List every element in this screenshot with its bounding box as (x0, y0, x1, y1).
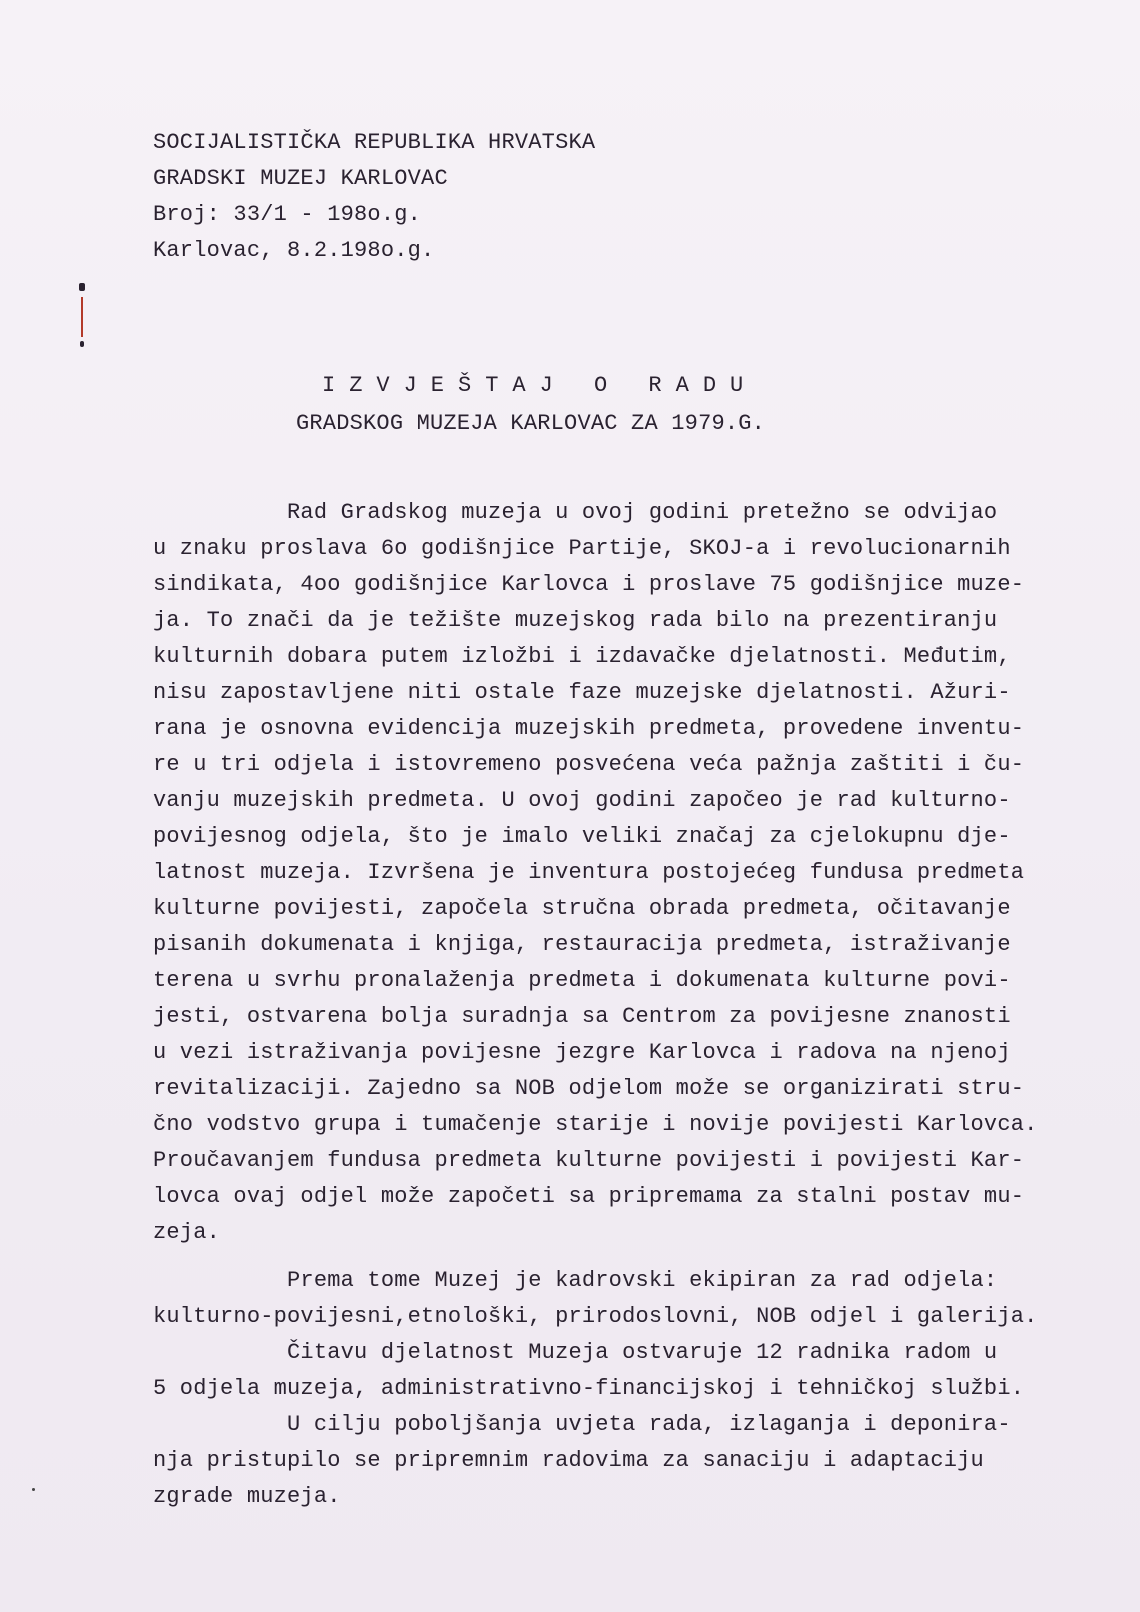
body-line: re u tri odjela i istovremeno posvećena veća pažnja zaštiti i ču- (153, 752, 1025, 777)
body-line: zgrade muzeja. (153, 1484, 341, 1509)
body-line: terena u svrhu pronalaženja predmeta i dokumenata kulturne povi- (153, 968, 1011, 993)
body-line: 5 odjela muzeja, administrativno-financijskoj i tehničkoj službi. (153, 1376, 1025, 1401)
body-line: kulturne povijesti, započela stručna obrada predmeta, očitavanje (153, 896, 1011, 921)
body-line: Proučavanjem fundusa predmeta kulturne povijesti i povijesti Kar- (153, 1148, 1025, 1173)
body-line: revitalizaciji. Zajedno sa NOB odjelom može se organizirati stru- (153, 1076, 1025, 1101)
ink-speck (32, 1488, 35, 1491)
margin-punch-mark (79, 283, 85, 353)
body-line: Čitavu djelatnost Muzeja ostvaruje 12 radnika radom u (153, 1340, 998, 1365)
body-line: ja. To znači da je težište muzejskog rada bilo na prezentiranju (153, 608, 998, 633)
body-line: lovca ovaj odjel može započeti sa pripremama za stalni postav mu- (153, 1184, 1025, 1209)
body-line: latnost muzeja. Izvršena je inventura postojećeg fundusa predmeta (153, 860, 1025, 885)
body-line: nisu zapostavljene niti ostale faze muzejske djelatnosti. Ažuri- (153, 680, 1011, 705)
body-line: sindikata, 4oo godišnjice Karlovca i proslave 75 godišnjice muze- (153, 572, 1025, 597)
body-line: u znaku proslava 6o godišnjice Partije, SKOJ-a i revolucionarnih (153, 536, 1011, 561)
body-line: pisanih dokumenata i knjiga, restauracija predmeta, istraživanje (153, 932, 1011, 957)
report-title: IZVJEŠTAJ O RADU (322, 373, 758, 398)
report-subtitle: GRADSKOG MUZEJA KARLOVAC ZA 1979.G. (296, 411, 766, 436)
place-date: Karlovac, 8.2.198o.g. (153, 238, 435, 263)
body-line: povijesnog odjela, što je imalo veliki značaj za cjelokupnu dje- (153, 824, 1011, 849)
body-line: u vezi istraživanja povijesne jezgre Karlovca i radova na njenoj (153, 1040, 1011, 1065)
body-line: čno vodstvo grupa i tumačenje starije i novije povijesti Karlovca. (153, 1112, 1038, 1137)
body-line: nja pristupilo se pripremnim radovima za sanaciju i adaptaciju (153, 1448, 984, 1473)
body-line: rana je osnovna evidencija muzejskih predmeta, provedene inventu- (153, 716, 1025, 741)
body-line: vanju muzejskih predmeta. U ovoj godini započeo je rad kulturno- (153, 788, 1011, 813)
body-line: Prema tome Muzej je kadrovski ekipiran za rad odjela: (153, 1268, 998, 1293)
body-line: zeja. (153, 1220, 221, 1245)
body-line: Rad Gradskog muzeja u ovoj godini pretežno se odvijao (153, 500, 998, 525)
body-line: kulturnih dobara putem izložbi i izdavačke djelatnosti. Međutim, (153, 644, 1011, 669)
body-line: kulturno-povijesni,etnološki, prirodoslovni, NOB odjel i galerija. (153, 1304, 1038, 1329)
body-line: jesti, ostvarena bolja suradnja sa Centrom za povijesne znanosti (153, 1004, 1011, 1029)
reference-number: Broj: 33/1 - 198o.g. (153, 202, 422, 227)
letterhead-institution: GRADSKI MUZEJ KARLOVAC (153, 166, 448, 191)
letterhead-republic: SOCIJALISTIČKA REPUBLIKA HRVATSKA (153, 130, 596, 155)
body-line: U cilju poboljšanja uvjeta rada, izlaganja i deponira- (153, 1412, 1011, 1437)
